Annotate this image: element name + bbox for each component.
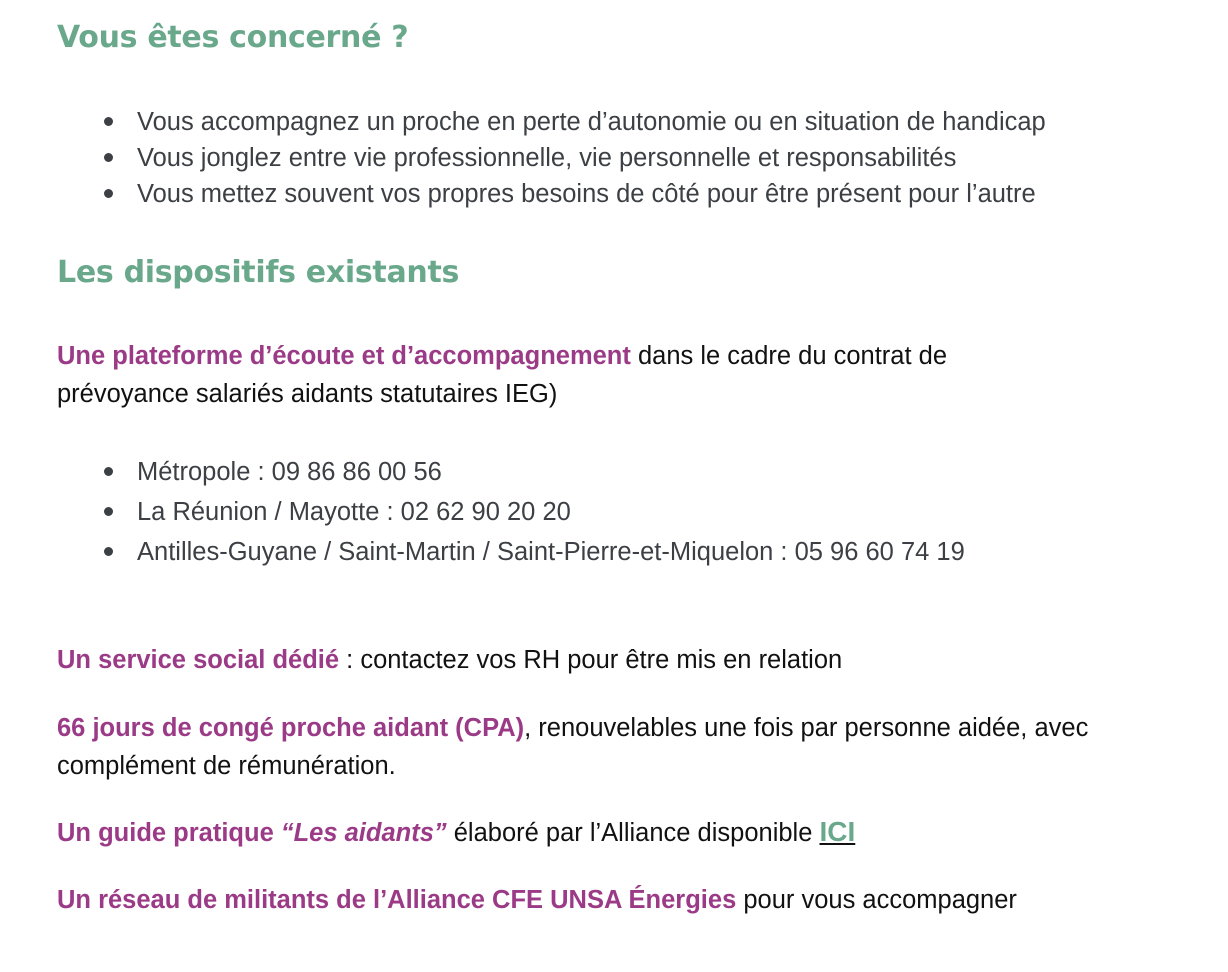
- phone-list: [100, 452, 965, 572]
- network-paragraph: [57, 881, 1017, 919]
- list-item: Antilles-Guyane / Saint-Martin / Saint-Pierre-et-Miquelon : 05 96 60 74 19: [100, 532, 965, 572]
- network-highlight: Un réseau de militants de l’Alliance CFE UNSA Énergies: [57, 886, 737, 914]
- cpa-paragraph: [57, 709, 1137, 785]
- guide-text: élaboré par l’Alliance disponible: [446, 819, 820, 847]
- list-item: La Réunion / Mayotte : 02 62 90 20 20: [100, 492, 965, 532]
- platform-text: dans le cadre du contrat de prévoyance salariés aidants statutaires IEG): [57, 342, 947, 408]
- concerned-list: [100, 104, 1046, 212]
- social-paragraph: [57, 641, 842, 679]
- guide-paragraph: [57, 813, 855, 852]
- platform-highlight: Une plateforme d’écoute et d’accompagnement: [57, 342, 631, 370]
- list-item: Métropole : 09 86 86 00 56: [100, 452, 965, 492]
- platform-paragraph: [57, 337, 1057, 413]
- heading-dispositifs: Les dispositifs existants: [57, 255, 460, 290]
- list-item: Vous jonglez entre vie professionnelle, vie personnelle et responsabilités: [100, 140, 1046, 176]
- cpa-text: , renouvelables une fois par personne aidée, avec complément de rémunération.: [57, 714, 1089, 780]
- guide-title: “Les aidants”: [280, 819, 447, 847]
- guide-highlight: Un guide pratique: [57, 819, 281, 847]
- cpa-highlight: 66 jours de congé proche aidant (CPA): [57, 714, 525, 742]
- list-item: Vous mettez souvent vos propres besoins de côté pour être présent pour l’autre: [100, 176, 1046, 212]
- social-highlight: Un service social dédié: [57, 646, 340, 674]
- guide-link[interactable]: ICI: [819, 816, 856, 847]
- network-text: pour vous accompagner: [736, 886, 1017, 914]
- list-item: Vous accompagnez un proche en perte d’autonomie ou en situation de handicap: [100, 104, 1046, 140]
- social-text: : contactez vos RH pour être mis en relation: [339, 646, 843, 674]
- heading-vous-etes-concerne: Vous êtes concerné ?: [57, 20, 409, 55]
